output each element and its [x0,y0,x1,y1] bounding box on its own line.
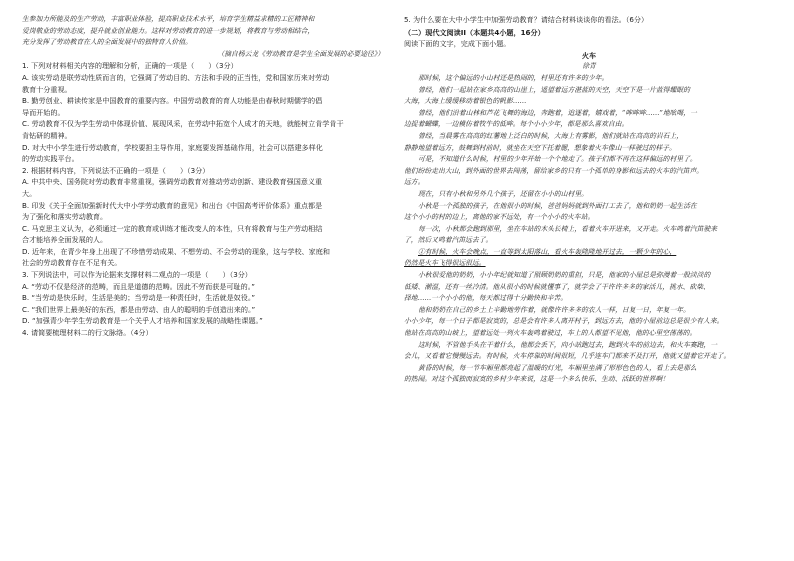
option-a[interactable]: A. “劳动不仅是经济的范畴，而且是道德的范畴。因此不劳而获是可耻的。” [22,281,255,291]
question-3 [22,269,390,327]
story-line: 这时候，不管他手头在干着什么，他都会丢下，向小站跑过去，跑到火车的前边去，和火车赛跑，一 [418,340,718,349]
story-line: 仍然是火车飞得很远很远。 [404,259,486,268]
question-5: 5. 为什么要在大中小学生中加强劳动教育？请结合材料谈谈你的看法。（6分） [404,15,649,24]
option-b[interactable]: B. 印发《关于全面加强新时代大中小学劳动教育的意见》和出台《中国高考评价体系》重点都是 [22,200,323,210]
intro-line: 爱岗敬业的劳动态度，提升就业创业能力。这样对劳动教育的进一步规划，将教育与劳动相结合， [22,26,315,35]
option-d[interactable]: D. 近年来，在青少年身上出现了不珍惜劳动成果、不想劳动、不会劳动的现象，这与学校、家庭和 [22,246,330,256]
story-line: 大海，大海上缓缓移动着银色的帆影…… [404,97,527,106]
story-author: 徐青 [582,62,596,71]
source-citation: （摘自杨云龙《劳动教育是学生全面发展的必要途径》） [217,49,384,58]
story-line: 现在，只有小秋和另外几个孩子，还留在小小的山村里。 [418,189,588,198]
story-line: 曾经，他们一起站在家乡高高的山崖上，遥望着远方湛蓝的天空，天空下是一片蓝得耀眼的 [418,85,690,94]
reading-instruction: 阅读下面的文字，完成下面小题。 [404,39,511,49]
section-header: （二）现代文阅读II（本题共4小题，16分） [404,27,545,37]
question-stem: 3. 下列说法中，可以作为论据来支撑材料二观点的一项是（ ）（3分） [22,270,252,280]
story-line: 每一次，小秋都会跑到那里，坐在车站的木头长椅上，看着火车开进来，又开走。火车鸣着汽笛驶来 [418,224,718,233]
question-4: 4. 请简要梳理材料二的行文脉络。（4分） [22,328,153,338]
story-line: 了，然后又鸣着汽笛远去了。 [404,236,493,245]
option-c[interactable]: C. 马克思主义认为，必须通过一定的教育或训练才能改变人的本性，只有将教育与生产劳动相结 [22,223,323,233]
story-body [404,73,774,386]
option-c-cont: 肯钻研的精神。 [22,130,72,140]
story-line: 小秋是一个孤独的孩子，在他很小的时候，爸爸妈妈就到外面打工去了，他和奶奶一起生活在 [418,201,697,210]
story-line: 他和奶奶在自己的乡土上辛勤地劳作着，就像许许多多的农人一样，日复一日，年复一年。 [418,305,690,314]
story-line: 远方。 [404,178,425,187]
story-line: 他们纷纷走出大山，到外面的世界去闯荡，留给家乡的只有一个孤单的身影和远去的火车的汽笛声。 [404,166,704,175]
option-a[interactable]: A. 中共中央、国务院对劳动教育非常重视，强调劳动教育对推动劳动创新、建设教育强国意义重 [22,177,323,187]
question-1 [22,60,390,164]
story-line: 小秋很爱他的奶奶，小小年纪就知道了照顾奶奶的重担，只是，他家的小屋总是弥漫着一股淡淡的 [418,271,711,280]
option-b-cont: 导而开始的。 [22,107,65,117]
story-line: 那时候，这个偏远的小山村还是热闹的，村里还有许多的少年。 [418,73,609,82]
story-line: 会儿，又看着它慢慢远去。有时候，火车停靠的时间很短，几乎连车门都来不及打开，他就又望着它开走了。 [404,352,731,361]
option-a-cont: 教育十分重视。 [22,84,72,94]
story-line: 曾经，他们沿着山林和芦花飞舞的海边，奔跑着，追逐着，嬉戏着，“哞哞哞……”地吆喝，一 [418,108,697,117]
option-a-cont: 大。 [22,188,37,198]
story-line: 这个小小的村的边上，离他的家不远处，有一个小小的火车站。 [404,213,595,222]
story-line: 他站在高高的山坡上，望着远处一列火车轰鸣着驶过，车上的人都望不见他，他的心里空荡荡的。 [404,329,697,338]
story-line: 小小少年，每一个日子都是寂寞的，总是会有许多人离开村子，到远方去，他的小屋前边总是很少有人来。 [404,317,724,326]
left-column [22,14,390,339]
intro-line: 生参加力所能及的生产劳动，丰富职业体验，提高职业技术水平，培育学生精益求精的工匠精神和 [22,15,315,23]
intro-paragraph [22,14,390,49]
right-column [404,14,774,386]
story-line: 低矮、潮湿，还有一丝冷清。他从很小的时候就懂事了，就学会了干许许多多的家活儿，挑水、砍柴、 [404,282,710,291]
question-stem: 2. 根据材料内容，下列说法不正确的一项是（ ）（3分） [22,165,210,175]
story-title: 火车 [581,50,597,60]
question-2 [22,165,390,269]
option-a[interactable]: A. 该实劳动是联劳动性质而言的，它强调了劳动目的、方法和手段的正当性，党和国家历来对劳动 [22,72,330,82]
story-line: 静静地望着远方，鼓舞到村前时，就坐在天空下托着腮，想象着火车像山一样驶过的样子。 [404,143,676,152]
story-line: 可是，不知道什么时候，村里的少年开始一个个地走了。孩子们都不再在这样偏远的村里了。 [418,155,697,164]
option-c[interactable]: C. 劳动教育不仅为学生劳动中体现价值、展现风采，在劳动中拓宽个人成才的天地，就能树立肯学肯干 [22,119,344,129]
story-line: ①有时候，火车会晚点，一直等到太阳落山，看火车轰隆隆地开过去，一颗少年的心， [418,247,677,256]
option-d[interactable]: D. “加强青少年学生劳动教育是一个关乎人才培养和国家发展的战略性课题。” [22,316,263,326]
option-d[interactable]: D. 对大中小学生进行劳动教育，学校要担主导作用，家庭要发挥基础作用，社会可以搭建多样化 [22,142,323,152]
story-line: 黄昏的时候，每一节车厢里都亮起了温暖的灯光，车厢里坐满了形形色色的人，看上去是那么 [418,363,697,372]
intro-line: 充分发挥了劳动教育在人的全面发展中的独特育人价值。 [22,38,192,47]
option-b[interactable]: B. 勤劳创业、耕读传家是中国教育的重要内容。中国劳动教育的育人功能是由春秋时期儒学的倡 [22,96,323,106]
option-c-cont: 合才能培养全面发展的人。 [22,235,108,245]
story-line: 边捉着蝴蝶，一边模仿着牧牛的低哞。每个小小少年，都是那么喜欢自由。 [404,120,629,129]
option-c[interactable]: C. “我们世界上最美好的东西，都是由劳动、由人的聪明的手创造出来的。” [22,304,256,314]
option-d-cont: 的劳动实践平台。 [22,154,79,164]
story-line: 的热闹。对这个孤独而寂寞的乡村少年来说，这是一个多么快乐、生动、活跃的世界啊！ [404,375,670,384]
option-d-cont: 社会的劳动教育存在不足有关。 [22,258,122,268]
question-stem: 1. 下列对材料相关内容的理解和分析，正确的一项是（ ）（3分） [22,61,238,71]
option-b[interactable]: B. “当劳动是快乐时，生活是美的；当劳动是一种责任时，生活就是奴役。” [22,293,256,303]
option-b-cont: 为了强化和落实劳动教育。 [22,212,108,222]
story-line: 曾经，当晨雾在高高的红薯地上泛白的时候，大海上有雾影，他们就站在高高的岩石上， [418,131,684,140]
story-line: 择地……一个小小的他，每天都过得十分勤快和辛苦。 [404,294,568,303]
